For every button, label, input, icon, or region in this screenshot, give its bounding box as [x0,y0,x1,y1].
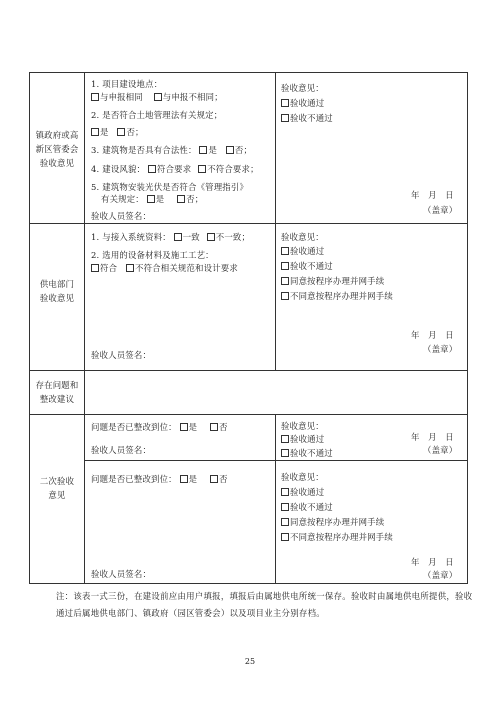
checkbox-icon[interactable] [210,423,218,431]
item-1-title: 1. 项目建设地点： [91,79,163,89]
table-border-line [84,72,85,584]
second-second-opinion-title: 验收意见： [281,472,324,482]
second-second-opinion-option: 不同意按程序办理并网手续 [281,532,393,543]
power-item-2-title: 2. 选用的设备材料及施工工艺： [91,250,214,260]
checkbox-icon[interactable] [180,423,188,431]
power-section-label: 供电部门验收意见 [39,279,75,303]
checkbox-icon[interactable] [126,264,134,272]
checkbox-icon[interactable] [281,503,289,511]
checkbox-icon[interactable] [91,128,99,136]
power-opinion-option: 同意按程序办理并网手续 [281,276,384,287]
checkbox-icon[interactable] [198,165,206,173]
second-first-opinion-option: 验收通过 [281,434,324,445]
second-second-date: 年 月 日 [411,557,454,567]
checkbox-icon[interactable] [281,277,289,285]
power-opinion-option: 不同意按程序办理并网手续 [281,291,393,302]
power-opinion-title: 验收意见： [281,232,324,242]
page-number: 25 [244,657,256,666]
checkbox-icon[interactable] [91,93,99,101]
table-border-line [467,72,468,584]
item-2-options: 是 否； [91,127,144,138]
checkbox-icon[interactable] [148,165,156,173]
checkbox-icon[interactable] [281,114,289,122]
checkbox-icon[interactable] [281,488,289,496]
second-second-opinion-option: 验收通过 [281,487,324,498]
town-opinion-option: 验收通过 [281,98,324,109]
item-4-row: 4. 建设风貌： 符合要求 不符合要求； [91,164,259,174]
checkbox-icon[interactable] [281,518,289,526]
checkbox-icon[interactable] [281,435,289,443]
table-border-line [275,415,276,584]
item-5-options: 有关规定： 是 否； [101,194,204,204]
item-5-title: 5. 建筑物安装光伏是否符合《管理指引》 [91,182,249,192]
checkbox-icon[interactable] [281,533,289,541]
power-seal: （盖章） [423,344,458,354]
second-first-signer: 验收人员签名： [91,445,152,455]
checkbox-icon[interactable] [174,233,182,241]
checkbox-icon[interactable] [281,99,289,107]
table-border-line [275,72,276,371]
checkbox-icon[interactable] [177,195,185,203]
checkbox-icon[interactable] [281,449,289,457]
checkbox-icon[interactable] [226,146,234,154]
checkbox-icon[interactable] [180,475,188,483]
power-item-2-options: 符合 不符合相关规范和设计要求 [91,263,238,274]
town-date: 年 月 日 [411,190,454,200]
town-opinion-title: 验收意见： [281,83,324,93]
checkbox-icon[interactable] [281,247,289,255]
item-2-title: 2. 是否符合土地管理法有关规定； [91,110,223,120]
checkbox-icon[interactable] [281,262,289,270]
power-opinion-option: 验收通过 [281,246,324,257]
checkbox-icon[interactable] [147,195,155,203]
table-border-line [29,72,30,584]
power-opinion-option: 验收不通过 [281,261,333,272]
second-second-question: 问题是否已整改到位： 是 否 [91,474,228,484]
town-seal: （盖章） [423,205,458,215]
table-border-line [29,583,468,584]
checkbox-icon[interactable] [117,128,125,136]
town-section-label: 镇政府或高新区管委会验收意见 [35,130,79,168]
second-second-opinion-option: 同意按程序办理并网手续 [281,517,384,528]
checkbox-icon[interactable] [199,146,207,154]
table-border-line [29,414,468,415]
second-second-seal: （盖章） [423,570,458,580]
second-second-opinion-option: 验收不通过 [281,502,333,513]
table-border-line [84,460,468,461]
second-second-signer: 验收人员签名： [91,569,152,579]
second-first-date: 年 月 日 [411,432,454,442]
checkbox-icon[interactable] [210,475,218,483]
checkbox-icon[interactable] [281,292,289,300]
checkbox-icon[interactable] [207,233,215,241]
second-first-opinion-option: 验收不通过 [281,448,333,459]
table-border-line [29,223,468,224]
table-border-line [29,370,468,371]
item-3-row: 3. 建筑物是否具有合法性： 是 否； [91,145,253,155]
power-date: 年 月 日 [411,330,454,340]
second-section-label: 二次验收意见 [39,476,75,500]
checkbox-icon[interactable] [154,93,162,101]
town-opinion-option: 验收不通过 [281,113,333,124]
checkbox-icon[interactable] [91,264,99,272]
acceptance-form-table [29,72,468,584]
power-signer-label: 验收人员签名： [91,350,152,360]
second-first-opinion-title: 验收意见： [281,421,324,431]
second-first-question: 问题是否已整改到位： 是 否 [91,422,228,432]
power-item-1: 1. 与接入系统资料： 一致 不一致； [91,232,251,242]
form-note: 注：该表一式三份，在建设前应由用户填报，填报后由属地供电所统一保存。验收时由属地供电所提供，验收通过后属地供电部门、镇政府（园区管委会）以及项目业主分别存档。 [56,591,473,618]
item-1-options: 与申报相同 与申报不相同； [91,92,223,103]
table-border-line [29,72,468,73]
town-signer-label: 验收人员签名： [91,211,152,221]
second-first-seal: （盖章） [423,445,458,455]
issues-section-label: 存在问题和整改建议 [35,380,79,404]
